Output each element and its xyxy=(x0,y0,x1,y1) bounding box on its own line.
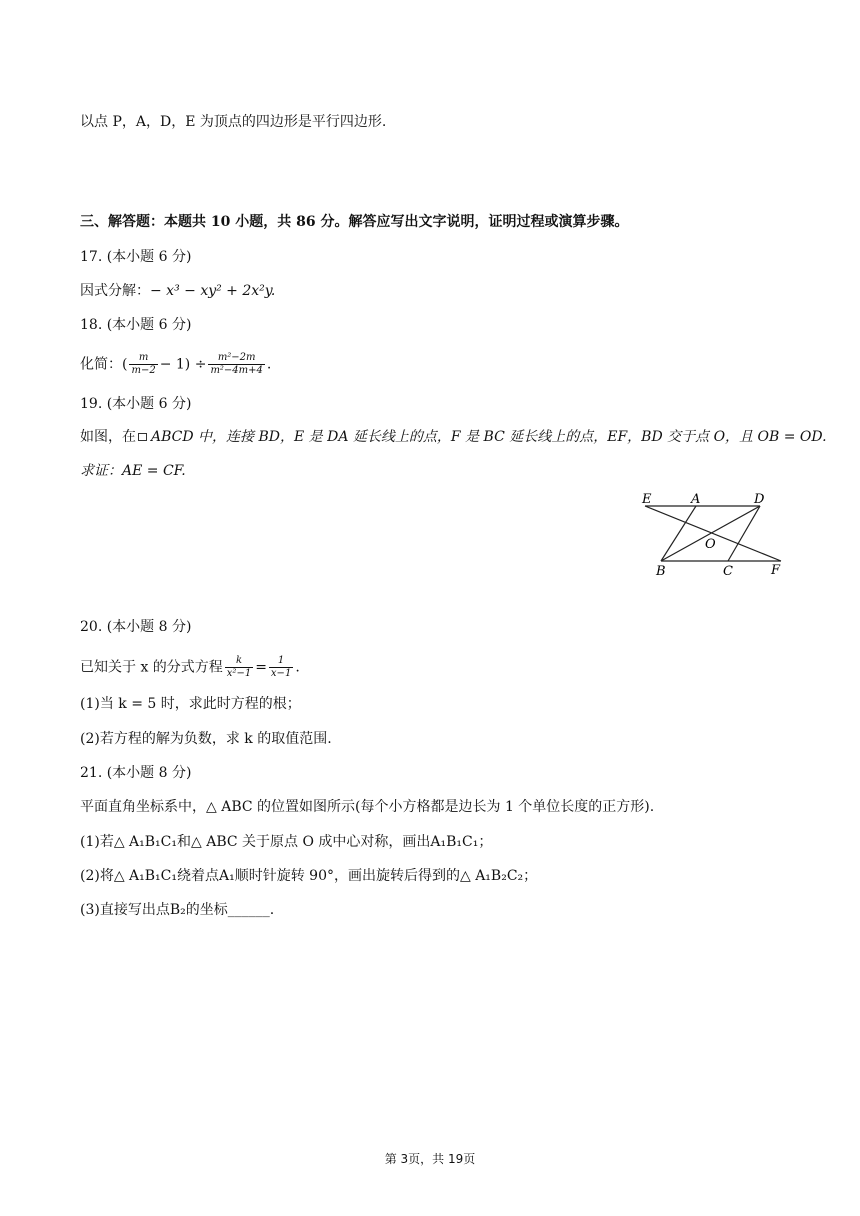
section-header: 三、解答题：本题共 10 小题，共 86 分。解答应写出文字说明，证明过程或演算步骤。 xyxy=(80,214,629,230)
q21-part1: (1)若△ A₁B₁C₁和△ ABC 关于原点 O 成中心对称，画出A₁B₁C₁； xyxy=(80,834,493,850)
q18-title: 18. (本小题 6 分) xyxy=(80,317,192,333)
label-O: O xyxy=(705,537,716,552)
label-E: E xyxy=(642,492,652,507)
q19-figure xyxy=(636,488,786,580)
q17-title: 17. (本小题 6 分) xyxy=(80,249,192,265)
q18-end: . xyxy=(266,356,272,373)
page-footer: 第 3页，共 19页 xyxy=(384,1152,476,1166)
q20-line1-prefix: 已知关于 x 的分式方程 xyxy=(80,659,223,676)
q18-prompt: 化简： xyxy=(80,356,122,373)
q20-fraction-2-numerator: 1 xyxy=(269,655,293,668)
q17-body xyxy=(80,281,275,301)
q17-expression: − x³ − xy² + 2x²y. xyxy=(150,283,276,299)
q18-mid: − 1) ÷ xyxy=(159,356,207,373)
q18-fraction-2 xyxy=(208,352,264,377)
label-F: F xyxy=(771,563,781,578)
q20-equals: = xyxy=(255,659,267,676)
q21-part2: (2)将△ A₁B₁C₁绕着点A₁顺时针旋转 90°，画出旋转后得到的△ A₁B₂C₂； xyxy=(80,868,538,884)
q18-fraction-1-numerator: m xyxy=(129,352,157,365)
line-BD xyxy=(661,506,760,561)
q20-fraction-1-denominator: x²−1 xyxy=(226,668,252,679)
q20-fraction-1-numerator: k xyxy=(225,655,253,668)
q19-title: 19. (本小题 6 分) xyxy=(80,396,192,412)
q20-line1 xyxy=(80,655,300,680)
label-D: D xyxy=(754,492,765,507)
q21-title: 21. (本小题 8 分) xyxy=(80,765,192,781)
q18-paren-open: ( xyxy=(122,356,128,373)
parallelogram-icon xyxy=(138,433,147,441)
q20-part2: (2)若方程的解为负数，求 k 的取值范围. xyxy=(80,731,332,747)
q18-fraction-1 xyxy=(129,352,157,377)
q19-line2: 求证：AE = CF. xyxy=(80,463,186,479)
q20-part1: (1)当 k = 5 时，求此时方程的根； xyxy=(80,696,301,712)
q20-fraction-2 xyxy=(269,655,293,680)
previous-question-tail: 以点 P，A，D，E 为顶点的四边形是平行四边形. xyxy=(80,114,387,130)
q20-fraction-2-denominator: x−1 xyxy=(270,668,292,679)
q19-line1-text: ABCD 中，连接 BD，E 是 DA 延长线上的点，F 是 BC 延长线上的点，EF，BD 交于点 O，且 OB = OD. xyxy=(151,429,827,445)
q20-fraction-1 xyxy=(225,655,253,680)
q17-prompt: 因式分解： xyxy=(80,283,150,299)
q20-end: . xyxy=(295,659,300,676)
line-EF xyxy=(645,506,781,561)
q18-fraction-2-denominator: m²−4m+4 xyxy=(210,365,263,376)
label-B: B xyxy=(656,564,666,579)
label-A: A xyxy=(691,492,701,507)
q18-body xyxy=(80,352,271,377)
q19-line1-prefix: 如图，在 xyxy=(80,429,136,445)
q21-part3: (3)直接写出点B₂的坐标______. xyxy=(80,902,275,918)
q18-fraction-2-numerator: m²−2m xyxy=(208,352,264,365)
q18-fraction-1-denominator: m−2 xyxy=(131,365,156,376)
q21-line1: 平面直角坐标系中，△ ABC 的位置如图所示(每个小方格都是边长为 1 个单位长度的正方形). xyxy=(80,799,655,815)
q20-title: 20. (本小题 8 分) xyxy=(80,619,192,635)
q19-line1 xyxy=(80,427,827,447)
label-C: C xyxy=(723,564,733,579)
